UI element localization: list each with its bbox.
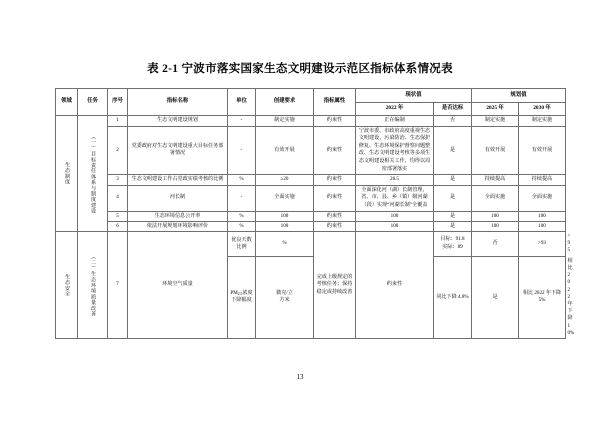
- page-title: 表 2-1 宁波市落实国家生态文明建设示范区指标体系情况表: [147, 63, 453, 75]
- row-is-met: 是: [434, 175, 472, 185]
- row-attribute: 约束性: [314, 116, 356, 126]
- row-plan-2025: 制定实施: [472, 116, 519, 126]
- current-actual-line: 实际：89: [442, 243, 463, 250]
- row-requirement: 100: [256, 211, 314, 221]
- sub-row-plan-2025: >93: [519, 231, 566, 256]
- header-row-top: [56, 89, 566, 103]
- row-requirement: 制定实施: [256, 116, 314, 126]
- row-current-value: 正在编制: [356, 116, 434, 126]
- page-number: 13: [296, 373, 304, 381]
- table-row: [56, 175, 566, 185]
- table-row: [56, 126, 566, 175]
- row-indicator-name: 生态文明建设工作占党政实绩考核的比例: [128, 175, 228, 185]
- sub-row-indicator-name: [228, 256, 256, 338]
- row-requirement: ≥20: [256, 175, 314, 185]
- indicator-system-table: [55, 88, 575, 339]
- header-indicator-name: 指标名称: [128, 89, 228, 116]
- row-seq: 1: [108, 116, 128, 126]
- row-unit: %: [228, 221, 256, 231]
- header-current-group: 现状值: [356, 89, 472, 103]
- row-unit: %: [228, 175, 256, 185]
- row-is-met: 是: [434, 185, 472, 211]
- pm-suffix: 浓度下降幅度: [231, 290, 253, 304]
- row-is-met: 是: [434, 211, 472, 221]
- row-indicator-name: 党委政府对生态文明建设重大目标任务部署情况: [128, 126, 228, 175]
- sub-row-current-value: 同比下降 4.8%: [434, 256, 472, 338]
- row-current-value: 宁波市委、市政府高度重视生态文明建设，污染防治、生态保护修复、生态环境保护督察问题整改、生态文明建设考核等多项生态文明建设相关工作，均得以周密部署落实: [356, 126, 434, 175]
- row-unit: -: [228, 126, 256, 175]
- row-unit: %: [228, 211, 256, 221]
- row-current-value: 26.5: [356, 175, 434, 185]
- table-row: [56, 221, 566, 231]
- task-cell-responsibility: （一）目标责任体系与制度建设: [78, 116, 108, 232]
- pm-prefix: PM: [230, 290, 238, 297]
- row-seq: 5: [108, 211, 128, 221]
- row-plan-2025: 持续提高: [472, 175, 519, 185]
- sub-row-plan-2025: 相比 2022 年下降 5%: [519, 256, 566, 338]
- row-unit: -: [228, 185, 256, 211]
- current-target-line: 目标：91.8: [440, 236, 465, 243]
- row-plan-2025: 100: [472, 211, 519, 221]
- task-cell-quality-improvement: （二）生态环境质量改善: [78, 231, 108, 338]
- row-plan-2030: 100: [519, 211, 566, 221]
- row-current-value: 100: [356, 221, 434, 231]
- sub-row-indicator-name: 优良天数比例: [228, 231, 256, 256]
- header-task: 任务: [78, 89, 108, 116]
- row-is-met: 否: [434, 116, 472, 126]
- row-seq: 4: [108, 185, 128, 211]
- row-attribute: 约束性: [356, 231, 434, 338]
- header-plan-group: 规划值: [472, 89, 566, 103]
- row-attribute: 约束性: [314, 185, 356, 211]
- row-attribute: 约束性: [314, 126, 356, 175]
- row-plan-2030: 全面实施: [519, 185, 566, 211]
- row-plan-2025: 全面实施: [472, 185, 519, 211]
- row-requirement: 100: [256, 221, 314, 231]
- row-indicator-name: 依法开展规划环境影响评价: [128, 221, 228, 231]
- row-plan-2030: 100: [519, 221, 566, 231]
- row-plan-2030: 制定实施: [519, 116, 566, 126]
- table-header: [56, 89, 566, 116]
- row-seq: 3: [108, 175, 128, 185]
- header-plan-2025: 2025 年: [472, 102, 519, 116]
- unit-line-1: 微克/立: [276, 289, 293, 296]
- domain-cell-eco-system: 生态制度: [56, 116, 78, 232]
- row-attribute: 约束性: [314, 175, 356, 185]
- header-is-met: 是否达标: [434, 102, 472, 116]
- header-plan-2030: 2030 年: [519, 102, 566, 116]
- sub-row-current-value: [434, 231, 472, 256]
- header-requirement: 创建要求: [256, 89, 314, 116]
- table-row: [56, 185, 566, 211]
- unit-line-2: 方米: [279, 297, 290, 304]
- table-row: 生态安全 （二）生态环境质量改善 7 环境空气质量 优良天数比例 % 完成上级规定的考核任务；保持稳定或持续改善 约束性 目标：91.8 实际：89 否 >93 >95: [56, 231, 566, 256]
- row-indicator-name: 河长制: [128, 185, 228, 211]
- row-current-value: 100: [356, 211, 434, 221]
- table-row: $PM_{2.5}$浓度下降幅度 微克/立 方米 同比下降 4.8% 是 相比 2022 年下降 5% 相比 2022 年下降 10%: [56, 256, 566, 338]
- sub-row-unit: [256, 256, 314, 338]
- row-requirement: 有效开展: [256, 126, 314, 175]
- row-seq: 2: [108, 126, 128, 175]
- row-plan-2025: 有效开展: [472, 126, 519, 175]
- table-row: [56, 116, 566, 126]
- table-row: [56, 211, 566, 221]
- header-seq: 序号: [108, 89, 128, 116]
- table-body: [56, 116, 575, 339]
- header-attribute: 指标属性: [314, 89, 356, 116]
- sub-row-unit: %: [256, 231, 314, 256]
- row-plan-2030: 有效开展: [519, 126, 566, 175]
- sub-row-is-met: 是: [472, 256, 519, 338]
- row-plan-2025: 100: [472, 221, 519, 231]
- header-unit: 单位: [228, 89, 256, 116]
- row-requirement: 全面实施: [256, 185, 314, 211]
- row-unit: -: [228, 116, 256, 126]
- row-requirement: 完成上级规定的考核任务；保持稳定或持续改善: [314, 231, 356, 338]
- row-seq: 6: [108, 221, 128, 231]
- row-indicator-group-name: 环境空气质量: [128, 231, 228, 338]
- header-current-year: 2022 年: [356, 102, 434, 116]
- row-is-met: 是: [434, 221, 472, 231]
- row-attribute: 约束性: [314, 211, 356, 221]
- sub-row-is-met: 否: [472, 231, 519, 256]
- header-domain: 领域: [56, 89, 78, 116]
- row-current-value: 全面深化河（湖）长制管理，省、市、县、乡（镇）级河湖（段）实现“河湖长制”全覆盖: [356, 185, 434, 211]
- domain-cell-eco-safety: 生态安全: [56, 231, 78, 338]
- row-indicator-name: 生态环境信息公开率: [128, 211, 228, 221]
- row-plan-2030: 持续提高: [519, 175, 566, 185]
- row-is-met: 是: [434, 126, 472, 175]
- row-attribute: 约束性: [314, 221, 356, 231]
- row-indicator-name: 生态文明建设规划: [128, 116, 228, 126]
- pm-subscript: 2.5: [237, 292, 243, 297]
- row-seq: 7: [108, 231, 128, 338]
